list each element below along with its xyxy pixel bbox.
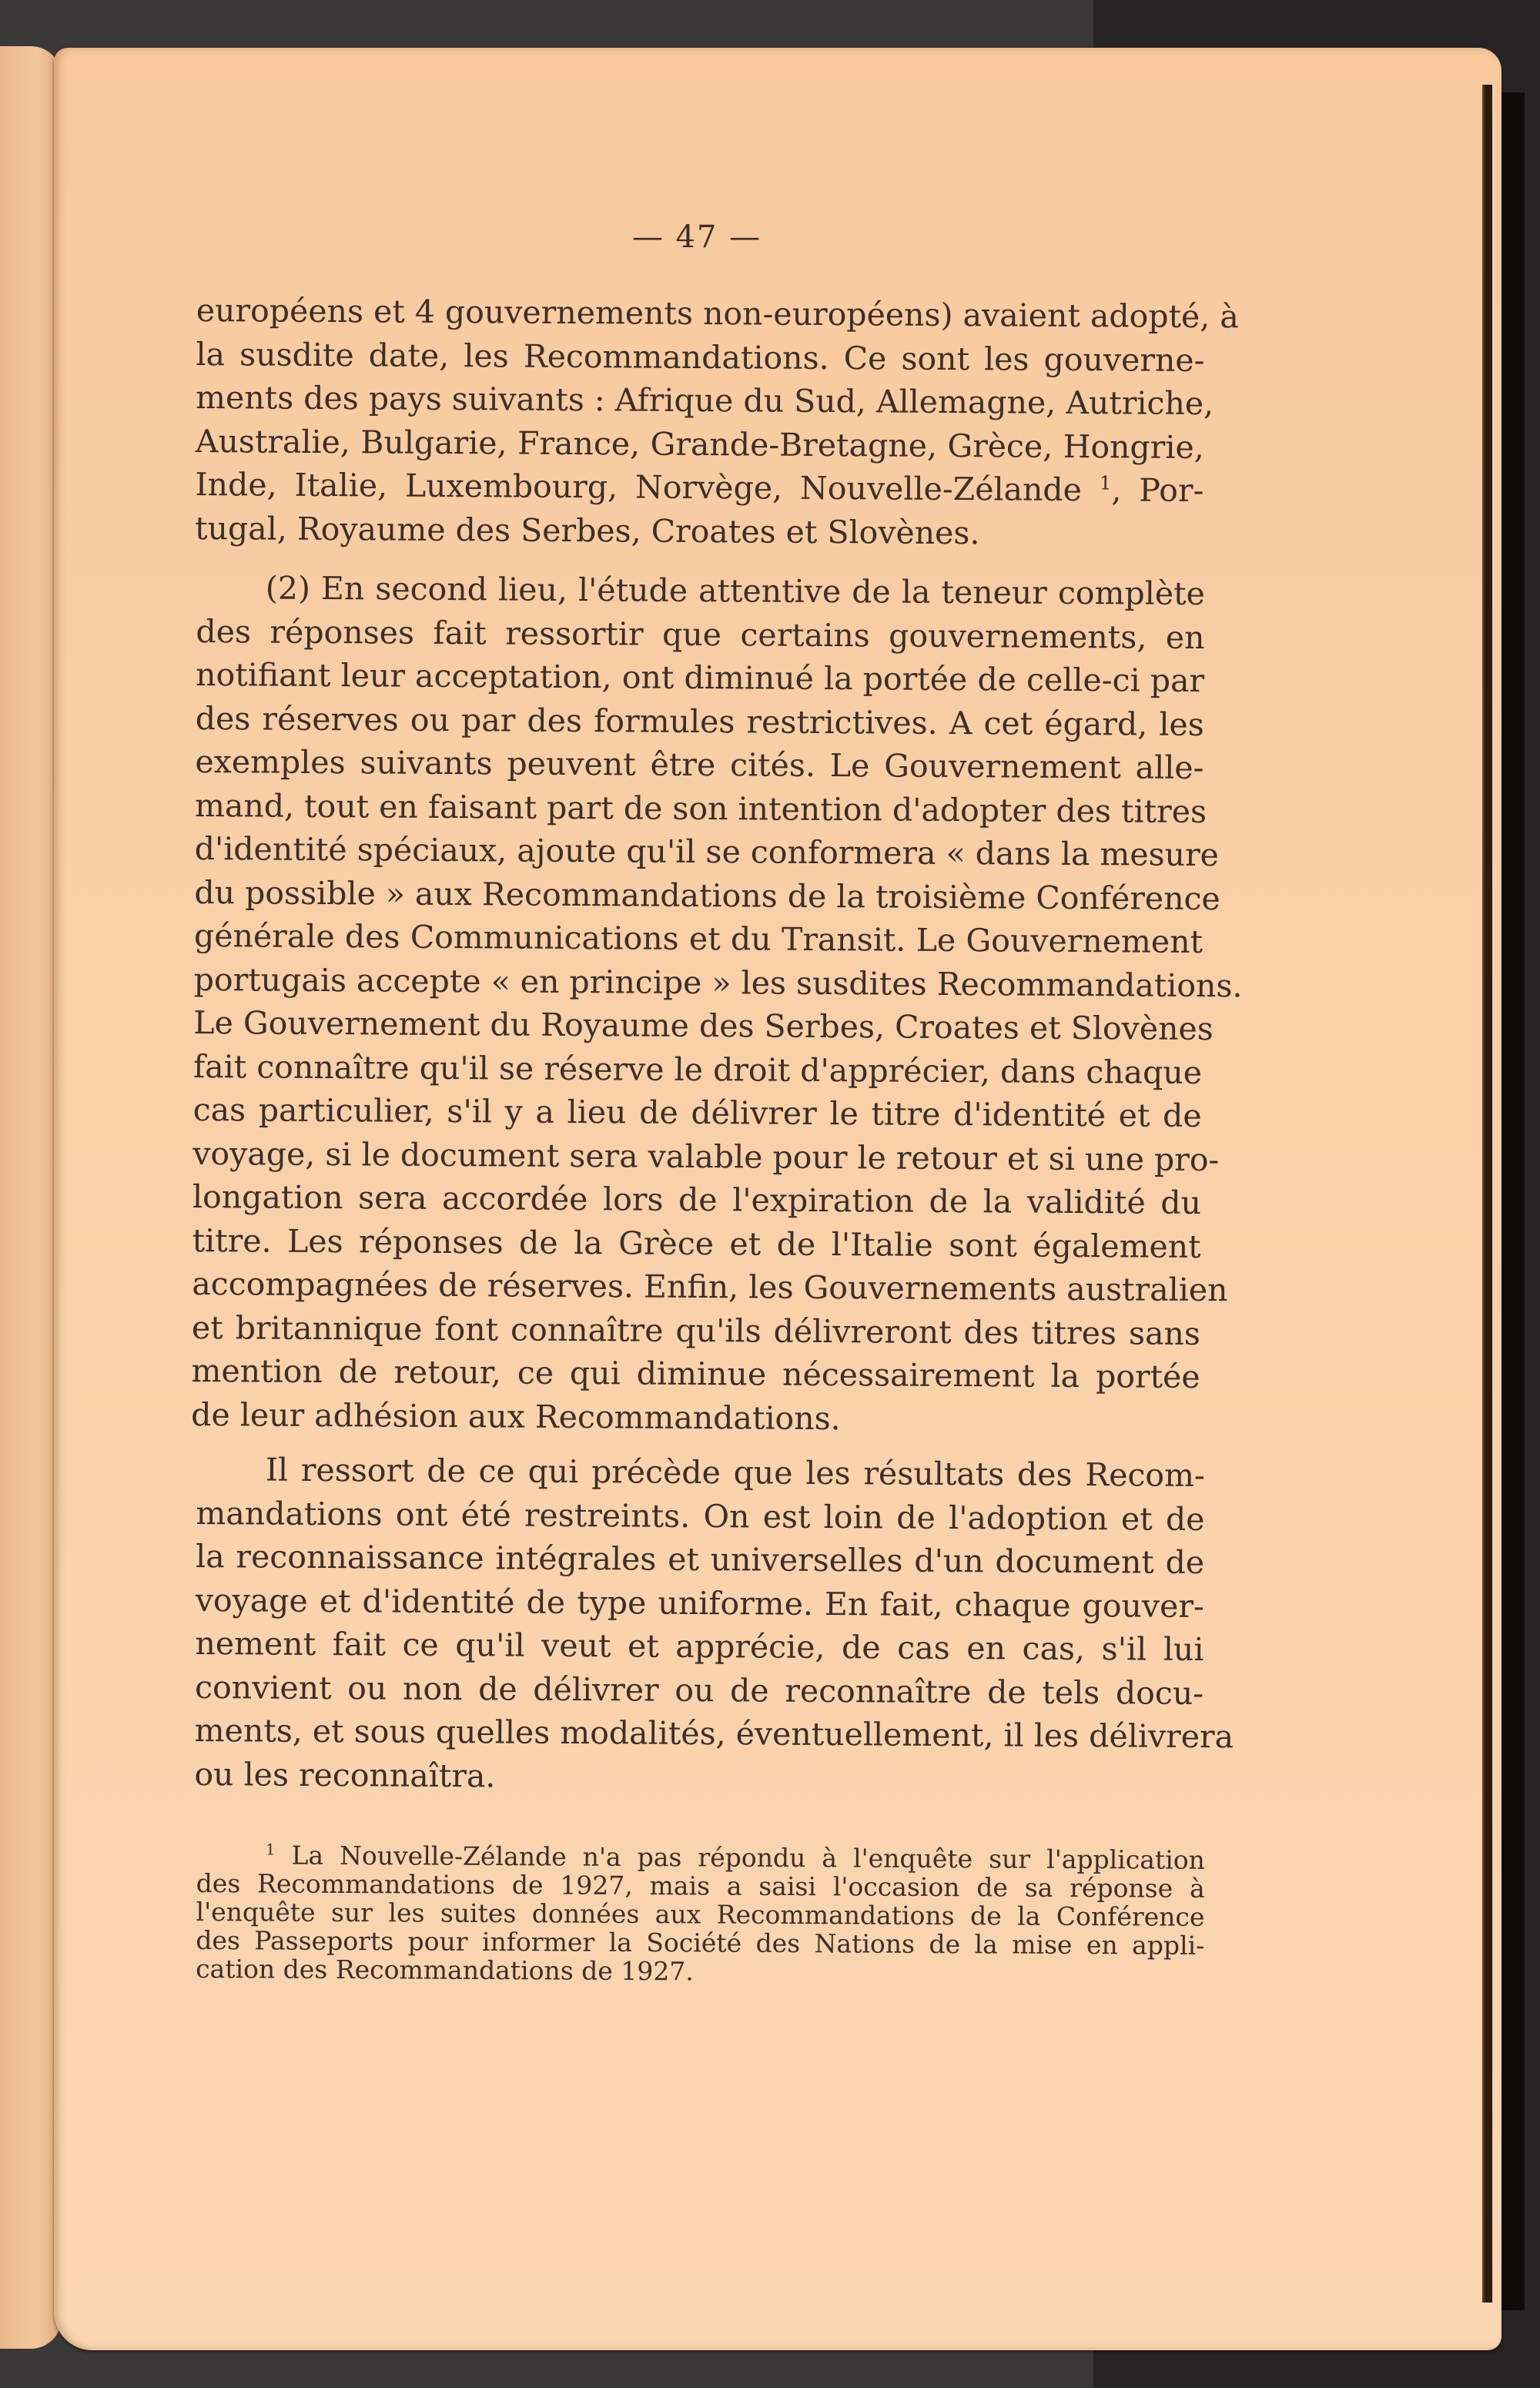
- page-number: — 47 —: [631, 219, 762, 255]
- previous-page-edge: [0, 46, 62, 2349]
- text-line: (2) En second lieu, l'étude attentive de la teneur complète: [265, 569, 1205, 613]
- text-line: mention de retour, ce qui diminue nécessairement la portée: [191, 1351, 1200, 1395]
- text-line: longation sera accordée lors de l'expiration de la validité du: [192, 1177, 1202, 1221]
- page-stack-edge: [1482, 85, 1495, 2303]
- text-line: tugal, Royaume des Serbes, Croates et Slovènes.: [194, 509, 980, 551]
- footnote-line: des Recommandations de 1927, mais a saisi l'occasion de sa réponse à: [196, 1867, 1205, 1904]
- text-line: mandations ont été restreints. On est loin de l'adoption et de: [196, 1494, 1205, 1538]
- text-line: exemples suivants peuvent être cités. Le Gouvernement alle-: [195, 742, 1204, 786]
- text-line: des réserves ou par des formules restrictives. A cet égard, les: [195, 699, 1204, 743]
- text-line: la reconnaissance intégrales et universelles d'un document de: [195, 1537, 1205, 1581]
- text-segment: , Por-: [1111, 471, 1204, 509]
- text-line: cas particulier, s'il y a lieu de délivrer le titre d'identité et de: [192, 1090, 1202, 1134]
- text-segment: Inde, Italie, Luxembourg, Norvège, Nouvelle-Zélande: [195, 465, 1083, 509]
- text-line: mand, tout en faisant part de son intention d'adopter des titres: [194, 786, 1207, 830]
- text-line: de leur adhésion aux Recommandations.: [191, 1395, 841, 1437]
- text-line: convient ou non de délivrer ou de reconnaître de tels docu-: [194, 1668, 1204, 1712]
- text-line: portugais accepte « en principe » les susdites Recommandations.: [193, 960, 1243, 1004]
- text-line: voyage et d'identité de type uniforme. En fait, chaque gouver-: [195, 1581, 1204, 1625]
- text-line: ments, et sous quelles modalités, éventuellement, il les délivrera: [194, 1711, 1234, 1756]
- text-line: titre. Les réponses de la Grèce et de l'Italie sont également: [192, 1221, 1201, 1265]
- text-line: Il ressort de ce qui précède que les résultats des Recom-: [265, 1451, 1205, 1495]
- text-line: ou les reconnaîtra.: [194, 1755, 496, 1794]
- text-line: la susdite date, les Recommandations. Ce sont les gouverne-: [196, 335, 1205, 379]
- footnote-marker: 1: [265, 1840, 276, 1859]
- footnote-line: des Passeports pour informer la Société des Nations de la mise en appli-: [196, 1924, 1205, 1961]
- paragraph-second-point: [191, 566, 1243, 1442]
- text-line: Australie, Bulgarie, France, Grande-Bretagne, Grèce, Hongrie,: [195, 422, 1204, 466]
- footnote: [196, 1840, 1205, 1988]
- text-line: notifiant leur acceptation, ont diminué la portée de celle-ci par: [195, 655, 1205, 699]
- text-line: générale des Communications et du Transit. Le Gouvernement: [193, 916, 1204, 960]
- footnote-line: cation des Recommandations de 1927.: [196, 1953, 694, 1987]
- text-line: du possible » aux Recommandations de la troisième Conférence: [194, 873, 1220, 917]
- text-segment: La Nouvelle-Zélande n'a pas répondu à l'enquête sur l'application: [291, 1840, 1205, 1875]
- text-line-with-footnote: [195, 463, 1204, 513]
- paragraph-continuation: [194, 289, 1239, 556]
- text-line: européens et 4 gouvernements non-européens) avaient adopté, à: [196, 291, 1239, 336]
- text-line: Le Gouvernement du Royaume des Serbes, Croates et Slovènes: [193, 1003, 1214, 1048]
- text-line: accompagnées de réserves. Enfin, les Gouvernements australien: [192, 1264, 1228, 1309]
- text-line: ments des pays suivants : Afrique du Sud, Allemagne, Autriche,: [195, 378, 1214, 423]
- text-line: nement fait ce qu'il veut et apprécie, de cas en cas, s'il lui: [195, 1624, 1204, 1668]
- text-line: voyage, si le document sera valable pour le retour et si une pro-: [192, 1134, 1220, 1178]
- text-line: d'identité spéciaux, ajoute qu'il se conformera « dans la mesure: [194, 829, 1220, 874]
- paragraph-conclusion: [194, 1448, 1234, 1802]
- text-line: et britannique font connaître qu'ils délivreront des titres sans: [191, 1308, 1201, 1352]
- footnote-line: l'enquête sur les suites données aux Recommandations de la Conférence: [196, 1896, 1205, 1932]
- text-line: des réponses fait ressortir que certains gouvernements, en: [196, 612, 1205, 656]
- footnote-reference[interactable]: 1: [1099, 471, 1112, 494]
- text-line: fait connaître qu'il se réserve le droit d'apprécier, dans chaque: [192, 1047, 1203, 1091]
